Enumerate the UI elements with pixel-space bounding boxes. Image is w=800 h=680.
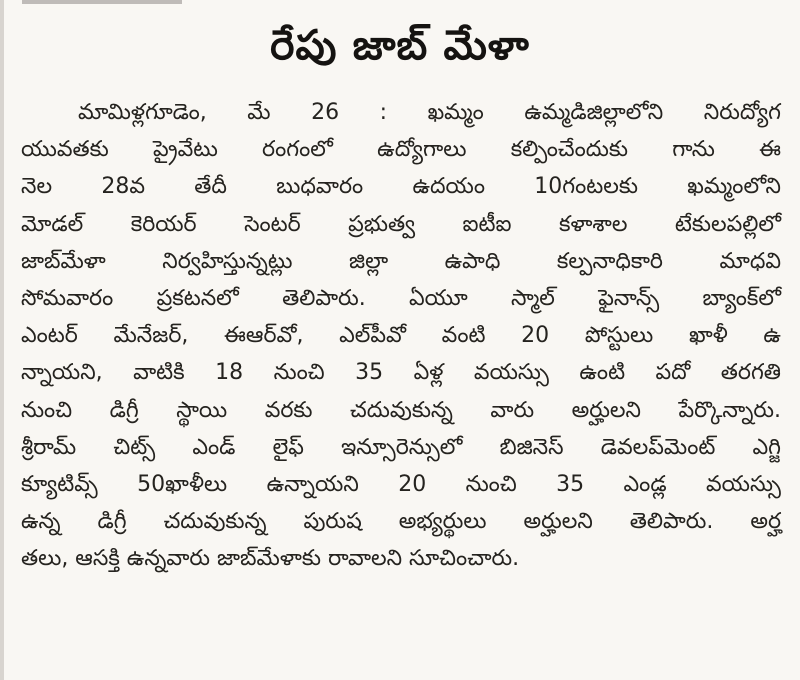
article-line: నుంచి డిగ్రీ స్థాయి వరకు చదువుకున్న వారు అర్హులని పేర్కొన్నారు. bbox=[21, 397, 781, 423]
article-line: తలు, ఆసక్తి ఉన్నవారు జాబ్‌మేళాకు రావాలని సూచించారు. bbox=[21, 546, 520, 572]
article-body bbox=[21, 94, 781, 577]
article-line: ఎంటర్ మేనేజర్, ఈఆర్‌వో, ఎల్‌పీవో వంటి 20 పోస్టులు ఖాళీ ఉ bbox=[21, 323, 781, 349]
article-line: మామిళ్లగూడెం, మే 26 : ఖమ్మం ఉమ్మడిజిల్లాలోని నిరుద్యోగ bbox=[78, 100, 781, 125]
top-rule bbox=[22, 0, 182, 4]
article-line: న్నాయని, వాటికి 18 నుంచి 35 ఏళ్ల వయస్సు ఉంటి పదో తరగతి bbox=[21, 360, 781, 386]
article-line: యువతకు ప్రైవేటు రంగంలో ఉద్యోగాలు కల్పించేందుకు గాను ఈ bbox=[21, 137, 781, 163]
article-line: ఉన్న డిగ్రీ చదువుకున్న పురుష అభ్యర్థులు అర్హులని తెలిపారు. అర్హ bbox=[21, 509, 781, 535]
article-line: మోడల్ కెరియర్ సెంటర్ ప్రభుత్వ ఐటీఐ కళాశాల టేకులపల్లిలో bbox=[21, 211, 781, 237]
article-line: జాబ్‌మేళా నిర్వహిస్తున్నట్లు జిల్లా ఉపాధి కల్పనాధికారి మాధవి bbox=[21, 248, 781, 274]
page-edge bbox=[0, 0, 4, 680]
article-line: నెల 28వ తేదీ బుధవారం ఉదయం 10గంటలకు ఖమ్మంలోని bbox=[21, 174, 781, 200]
article-line: శ్రీరామ్ చిట్స్ ఎండ్ లైఫ్ ఇన్సూరెన్సులో బిజినెస్ డెవలప్‌మెంట్ ఎగ్జి bbox=[21, 434, 781, 460]
article-headline: రేపు జాబ్ మేళా bbox=[270, 21, 530, 69]
article-line: సోమవారం ప్రకటనలో తెలిపారు. ఏయూ స్మాల్ ఫైనాన్స్ బ్యాంక్‌లో bbox=[21, 285, 781, 311]
article-line: క్యూటివ్స్ 50ఖాళీలు ఉన్నాయని 20 నుంచి 35 ఎండ్ల వయస్సు bbox=[21, 471, 781, 497]
